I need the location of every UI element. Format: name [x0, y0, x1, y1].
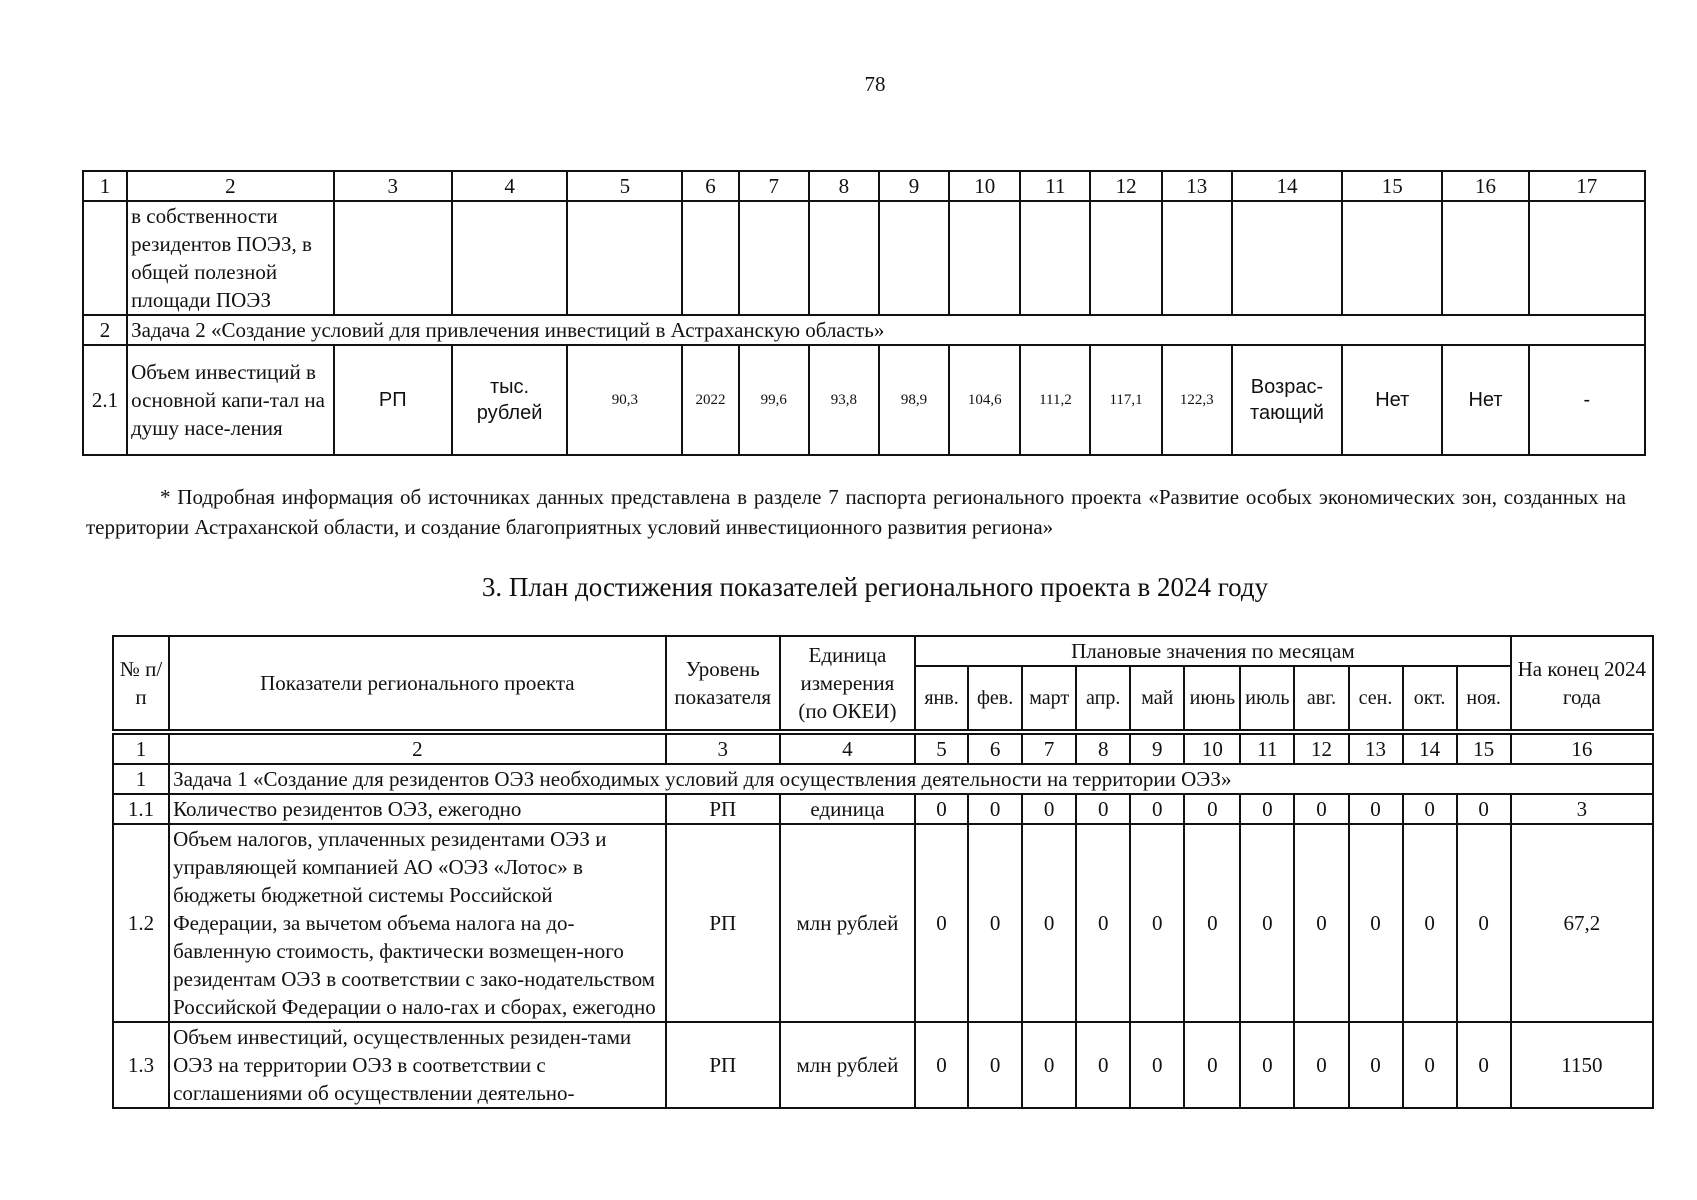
section-title: 3. План достижения показателей регионального проекта в 2024 году: [481, 572, 1269, 602]
month-value: 0: [915, 794, 968, 824]
indicator-name: Объем инвестиций, осуществленных резиден-тами ОЭЗ на территории ОЭЗ в соответствии с соглашениями об осуществлении деятельно-: [169, 1022, 666, 1108]
column-number: 7: [739, 171, 809, 201]
month-header: июнь: [1184, 666, 1240, 730]
task-title: Задача 1 «Создание для резидентов ОЭЗ необходимых условий для осуществления деятельности на территории ОЭЗ»: [169, 764, 1653, 794]
month-value: 0: [1184, 794, 1240, 824]
month-header: май: [1130, 666, 1184, 730]
month-value: 0: [1076, 824, 1130, 1022]
table-row: [113, 794, 1653, 824]
month-header: апр.: [1076, 666, 1130, 730]
month-header: сен.: [1349, 666, 1403, 730]
indicator-level: РП: [334, 345, 452, 455]
row-number: 2.1: [83, 345, 127, 455]
column-number: 5: [567, 171, 682, 201]
column-number: 15: [1342, 171, 1442, 201]
month-value: 0: [968, 794, 1022, 824]
header-unit: Единица измерения (по ОКЕИ): [780, 636, 915, 730]
month-value: 0: [1349, 1022, 1403, 1108]
month-value: 0: [1403, 1022, 1457, 1108]
header-planned: Плановые значения по месяцам: [915, 636, 1511, 666]
column-number: 13: [1162, 171, 1232, 201]
month-header: фев.: [968, 666, 1022, 730]
end-value: 67,2: [1511, 824, 1653, 1022]
column-number: 4: [452, 171, 567, 201]
column-number: 14: [1232, 171, 1342, 201]
table-row: [113, 824, 1653, 1022]
column-number: 14: [1403, 734, 1457, 764]
column-number-row: [113, 734, 1653, 764]
value-cell: 122,3: [1162, 345, 1232, 455]
column-number: 8: [809, 171, 879, 201]
column-number: 1: [83, 171, 127, 201]
month-value: 0: [1349, 824, 1403, 1022]
month-header: янв.: [915, 666, 968, 730]
task-row: [83, 315, 1645, 345]
month-value: 0: [1294, 824, 1348, 1022]
monthly-plan-table: [112, 635, 1654, 1109]
month-value: 0: [1184, 824, 1240, 1022]
indicator-name: Объем налогов, уплаченных резидентами ОЭЗ и управляющей компанией АО «ОЭЗ «Лотос» в бюджеты бюджетной системы Российской Федерации, за вычетом объема налога на до-бавленную стоимость, фактически возмещен-ного резидентам ОЭЗ в соответствии с зако-нодательством Российской Федерации о нало-гах и сборах, ежегодно: [169, 824, 666, 1022]
table-header-row: [83, 171, 1645, 201]
indicator-level: РП: [666, 794, 780, 824]
column-number: 16: [1511, 734, 1653, 764]
month-value: 0: [915, 824, 968, 1022]
column-number: 4: [780, 734, 915, 764]
page-number: 78: [864, 72, 886, 96]
row-number: 1.1: [113, 794, 169, 824]
footnote: * Подробная информация об источниках данных представлена в разделе 7 паспорта регионального проекта «Развитие особых экономических зон, созданных на территории Астраханской области, и создание благоприятных условий инвестиционного развития региона»: [86, 485, 1626, 539]
row-number: 1.3: [113, 1022, 169, 1108]
table-header-row: [113, 636, 1653, 666]
column-number: 3: [334, 171, 452, 201]
table-row: [113, 1022, 1653, 1108]
month-header: ноя.: [1457, 666, 1511, 730]
column-number: 9: [879, 171, 949, 201]
month-value: 0: [1240, 824, 1294, 1022]
month-value: 0: [968, 824, 1022, 1022]
column-number: 8: [1076, 734, 1130, 764]
task-row: [113, 764, 1653, 794]
end-value: 1150: [1511, 1022, 1653, 1108]
month-value: 0: [1130, 824, 1184, 1022]
month-value: 0: [1457, 794, 1511, 824]
column-number: 10: [1184, 734, 1240, 764]
column-number: 1: [113, 734, 169, 764]
value-cell: 111,2: [1020, 345, 1090, 455]
end-value: 3: [1511, 794, 1653, 824]
month-value: 0: [1130, 794, 1184, 824]
month-value: 0: [1349, 794, 1403, 824]
indicator-level: РП: [666, 1022, 780, 1108]
month-value: 0: [1403, 824, 1457, 1022]
month-value: 0: [1457, 824, 1511, 1022]
row-number: 1: [113, 764, 169, 794]
indicator-name: Объем инвестиций в основной капи-тал на душу насе-ления: [127, 345, 334, 455]
month-value: 0: [1240, 1022, 1294, 1108]
trend-cell: Возрас-тающий: [1232, 345, 1342, 455]
value-cell: 98,9: [879, 345, 949, 455]
month-header: июль: [1240, 666, 1294, 730]
column-number: 13: [1349, 734, 1403, 764]
flag-cell: Нет: [1442, 345, 1528, 455]
value-cell: 93,8: [809, 345, 879, 455]
month-value: 0: [915, 1022, 968, 1108]
month-value: 0: [1022, 824, 1076, 1022]
column-number: 12: [1090, 171, 1161, 201]
table-row: [83, 345, 1645, 455]
column-number: 16: [1442, 171, 1528, 201]
unit: млн рублей: [780, 1022, 915, 1108]
month-value: 0: [1294, 1022, 1348, 1108]
column-number: 11: [1240, 734, 1294, 764]
indicators-table-continued: [82, 170, 1646, 456]
month-value: 0: [1076, 1022, 1130, 1108]
month-header: авг.: [1294, 666, 1348, 730]
column-number: 5: [915, 734, 968, 764]
column-number: 2: [169, 734, 666, 764]
flag-cell: Нет: [1342, 345, 1442, 455]
column-number: 12: [1294, 734, 1348, 764]
month-value: 0: [1294, 794, 1348, 824]
header-level: Уровень показателя: [666, 636, 780, 730]
month-value: 0: [1184, 1022, 1240, 1108]
header-num: № п/п: [113, 636, 169, 730]
month-value: 0: [968, 1022, 1022, 1108]
row-number: 2: [83, 315, 127, 345]
header-indicators: Показатели регионального проекта: [169, 636, 666, 730]
column-number: 10: [949, 171, 1020, 201]
month-header: окт.: [1403, 666, 1457, 730]
task-title: Задача 2 «Создание условий для привлечения инвестиций в Астраханскую область»: [127, 315, 1645, 345]
indicator-name: Количество резидентов ОЭЗ, ежегодно: [169, 794, 666, 824]
row-number: 1.2: [113, 824, 169, 1022]
value-cell: 99,6: [739, 345, 809, 455]
value-cell: 117,1: [1090, 345, 1161, 455]
month-value: 0: [1076, 794, 1130, 824]
column-number: 11: [1020, 171, 1090, 201]
month-value: 0: [1022, 1022, 1076, 1108]
info-cell: -: [1529, 345, 1645, 455]
column-number: 6: [968, 734, 1022, 764]
month-value: 0: [1457, 1022, 1511, 1108]
column-number: 15: [1457, 734, 1511, 764]
column-number: 7: [1022, 734, 1076, 764]
indicator-level: РП: [666, 824, 780, 1022]
column-number: 9: [1130, 734, 1184, 764]
month-value: 0: [1240, 794, 1294, 824]
month-value: 0: [1130, 1022, 1184, 1108]
value-cell: 104,6: [949, 345, 1020, 455]
column-number: 6: [682, 171, 738, 201]
table-row: [83, 201, 1645, 315]
month-value: 0: [1022, 794, 1076, 824]
indicator-name: в собственности резидентов ПОЭЗ, в общей полезной площади ПОЭЗ: [127, 201, 334, 315]
month-value: 0: [1403, 794, 1457, 824]
month-header: март: [1022, 666, 1076, 730]
header-end: На конец 2024 года: [1511, 636, 1653, 730]
column-number: 3: [666, 734, 780, 764]
unit: млн рублей: [780, 824, 915, 1022]
unit: единица: [780, 794, 915, 824]
base-year: 2022: [682, 345, 738, 455]
unit: тыс. рублей: [452, 345, 567, 455]
column-number: 17: [1529, 171, 1645, 201]
base-value: 90,3: [567, 345, 682, 455]
column-number: 2: [127, 171, 334, 201]
